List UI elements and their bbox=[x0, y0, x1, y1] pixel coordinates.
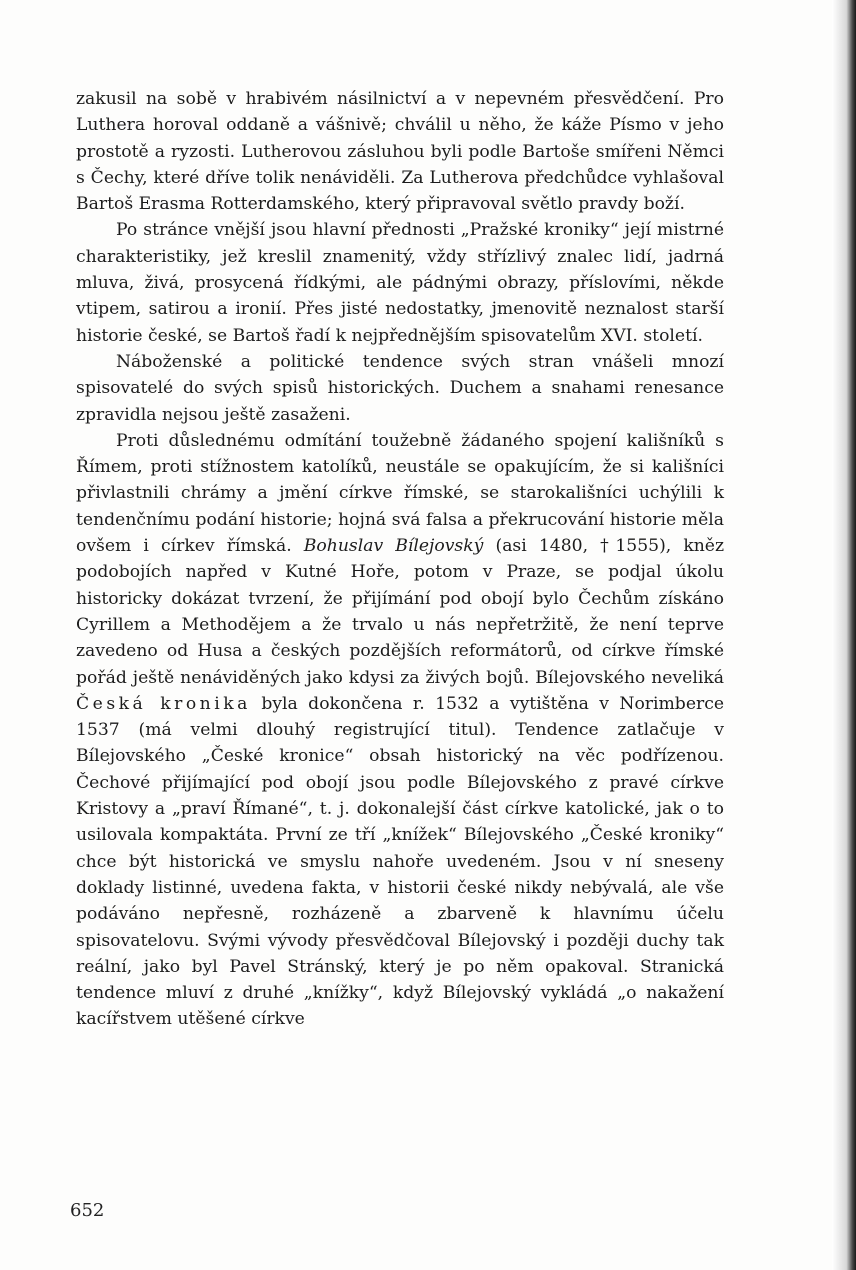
page-binding-edge bbox=[832, 0, 856, 1270]
body-text bbox=[76, 86, 724, 1033]
paragraph-1: zakusil na sobě v hrabivém násilnictví a v nepevném přesvědčení. Pro Luthera horoval oddaně a vášnivě; chválil u něho, že káže Písmo v jeho prostotě a ryzosti. Lutherovou zásluhou byli podle Bartoše smířeni Němci s Čechy, které dříve tolik nenáviděli. Za Lutherova předchůdce vyhlašoval Bartoš Erasma Rotterdamského, který připravoval světlo pravdy boží. bbox=[76, 89, 724, 215]
paragraph-4-text-a: Proti důslednému odmítání toužebně žádaného spojení kališníků s Římem, proti stížnostem katolíků, neustále se opakujícím, že si kališníci přivlastnili chrámy a jmění církve římské, se starokališníci uchýlili k tendenčnímu podání historie; hojná svá falsa a překrucování historie měla ovšem i církev římská. bbox=[76, 430, 724, 557]
paragraph-4-text-b: (asi 1480, †1555), kněz podobojích napřed v Kutné Hoře, potom v Praze, se podjal úkolu historicky dokázat tvrzení, že přijímání pod obojí bylo Čechům získáno Cyrillem a Methodějem a že trvalo u nás nepřetržitě, že není teprve zavedeno od Husa a českých pozdějších reformátorů, od církve římské pořád ještě nenáviděných jako kdysi za živých bojů. Bílejovského neveliká bbox=[76, 536, 725, 688]
paragraph-3: Náboženské a politické tendence svých stran vnášeli mnozí spisovatelé do svých spisů historických. Duchem a snahami renesance zpravidla nejsou ještě zasaženi. bbox=[76, 351, 724, 425]
author-name: Bohuslav Bílejovský bbox=[303, 536, 484, 557]
paragraph-4-text-c: byla dokončena r. 1532 a vytištěna v Norimberce 1537 (má velmi dlouhý registrující titul). Tendence zatlačuje v Bílejovského „České kronice“ obsah historický na věc podřízenou. Čechové přijímající pod obojí jsou podle Bílejovského z pravé církve Kristovy a „praví Římané“, t. j. dokonalejší část církve katolické, jak o to usilovala kompaktáta. První ze tří „knížek“ Bílejovského „České kroniky“ chce být historická ve smyslu nahoře uvedeném. Jsou v ní sneseny doklady listinné, uvedena fakta, v historii české nikdy nebývalá, ale vše podáváno nepřesně, rozházeně a zbarveně k hlavnímu účelu spisovatelovu. Svými vývody přesvědčoval Bílejovský i později duchy tak reální, jako byl Pavel Stránský, který je po něm opakoval. Stranická tendence mluví z druhé „knížky“, když Bílejovský vykládá „o nakažení kacířstvem utěšené církve bbox=[76, 693, 724, 1030]
work-title: Česká kronika bbox=[76, 693, 251, 714]
page-number: 652 bbox=[70, 1200, 105, 1221]
paragraph-4 bbox=[76, 428, 724, 1033]
paragraph-2: Po stránce vnější jsou hlavní přednosti „Pražské kroniky“ její mistrné charakteristiky, jež kreslil znamenitý, vždy střízlivý znalec lidí, jadrná mluva, živá, prosycená řídkými, ale pádnými obrazy, příslovími, někde vtipem, satirou a ironií. Přes jisté nedostatky, jmenovitě neznalost starší historie české, se Bartoš řadí k nejpřednějším spisovatelům XVI. století. bbox=[76, 220, 724, 346]
